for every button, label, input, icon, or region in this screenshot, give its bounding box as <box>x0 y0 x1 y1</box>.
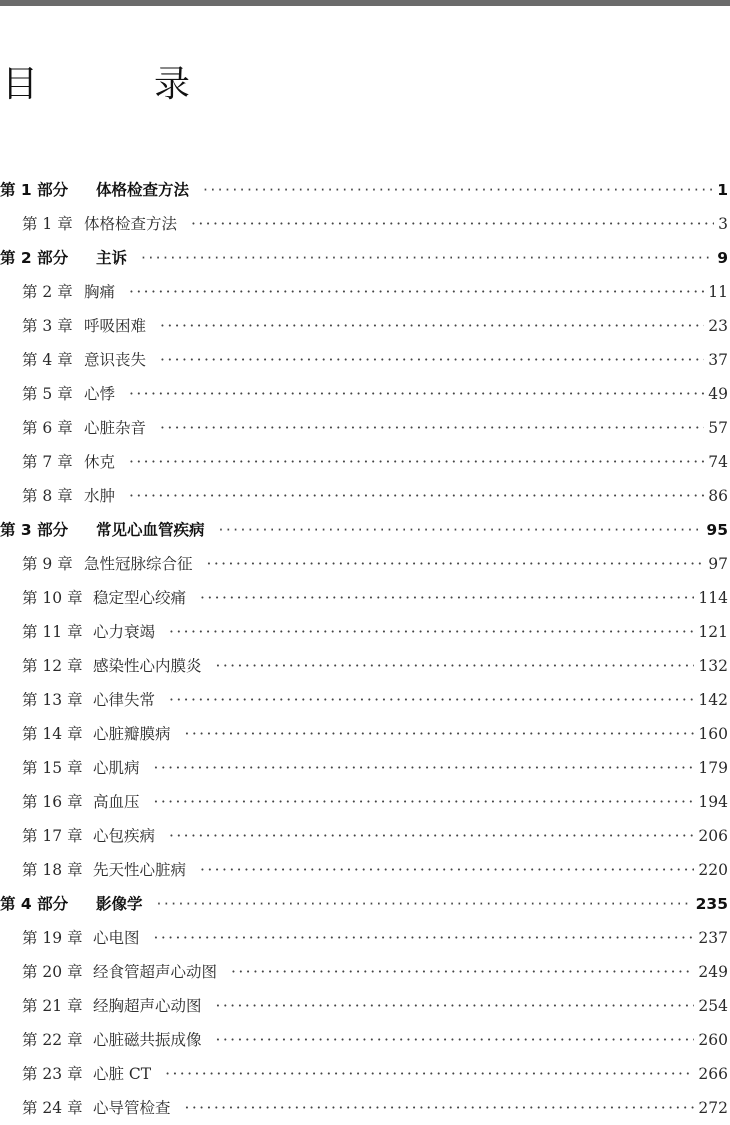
toc-chapter-entry[interactable] <box>0 989 728 1023</box>
dot-leader <box>154 785 695 819</box>
toc-part-entry[interactable] <box>0 173 728 207</box>
toc-chapter-entry[interactable] <box>0 581 728 615</box>
toc-entry-title: 心脏磁共振成像 <box>93 1031 202 1049</box>
dot-leader <box>141 241 713 275</box>
toc-chapter-entry[interactable] <box>0 411 728 445</box>
toc-entry-title: 心脏瓣膜病 <box>93 725 171 743</box>
toc-page-number: 132 <box>698 657 728 675</box>
toc-page-number: 260 <box>698 1031 728 1049</box>
toc-entry-number: 第 2 部分 <box>0 249 69 267</box>
toc-entry-number: 第 23 章 <box>22 1065 83 1083</box>
toc-entry-title: 水肿 <box>84 487 116 505</box>
toc-entry-number: 第 7 章 <box>22 453 73 471</box>
toc-part-entry[interactable] <box>0 241 728 275</box>
toc-page-number: 97 <box>708 555 728 573</box>
toc-page-number: 142 <box>698 691 728 709</box>
toc-entry-number: 第 13 章 <box>22 691 83 709</box>
page-title: 目 录 <box>2 64 231 105</box>
toc-chapter-entry[interactable] <box>0 717 728 751</box>
toc-page-number: 194 <box>698 793 728 811</box>
toc-entry-title: 影像学 <box>96 895 143 913</box>
toc-entry-title: 心包疾病 <box>93 827 156 845</box>
toc-page-number: 49 <box>708 385 728 403</box>
toc-entry-number: 第 19 章 <box>22 929 83 947</box>
dot-leader <box>160 411 704 445</box>
toc-page-number: 237 <box>698 929 728 947</box>
dot-leader <box>129 275 704 309</box>
toc-entry-title: 常见心血管疾病 <box>96 521 205 539</box>
dot-leader <box>207 547 705 581</box>
toc-page-number: 86 <box>708 487 728 505</box>
toc-entry-title: 心肌病 <box>93 759 140 777</box>
toc-chapter-entry[interactable] <box>0 819 728 853</box>
toc-page-number: 179 <box>698 759 728 777</box>
toc-entry-title: 体格检查方法 <box>96 181 190 199</box>
toc-entry-title: 稳定型心绞痛 <box>93 589 187 607</box>
toc-entry-number: 第 11 章 <box>22 623 83 641</box>
toc-page-number: 1 <box>717 181 728 199</box>
dot-leader <box>219 513 703 547</box>
dot-leader <box>160 343 704 377</box>
toc-entry-title: 体格检查方法 <box>84 215 178 233</box>
dot-leader <box>216 649 695 683</box>
toc-entry-number: 第 22 章 <box>22 1031 83 1049</box>
toc-chapter-entry[interactable] <box>0 921 728 955</box>
dot-leader <box>191 207 714 241</box>
dot-leader <box>203 173 713 207</box>
toc-chapter-entry[interactable] <box>0 479 728 513</box>
dot-leader <box>154 751 695 785</box>
toc-entry-title: 急性冠脉综合征 <box>84 555 193 573</box>
dot-leader <box>157 887 692 921</box>
dot-leader <box>169 683 694 717</box>
toc-chapter-entry[interactable] <box>0 1023 728 1057</box>
toc-chapter-entry[interactable] <box>0 1057 728 1091</box>
toc-entry-number: 第 20 章 <box>22 963 83 981</box>
toc-entry-number: 第 4 部分 <box>0 895 69 913</box>
toc-chapter-entry[interactable] <box>0 547 728 581</box>
dot-leader <box>165 1057 694 1091</box>
toc-entry-title: 呼吸困难 <box>84 317 147 335</box>
toc-entry-number: 第 1 部分 <box>0 181 69 199</box>
toc-entry-title: 主诉 <box>96 249 128 267</box>
toc-entry-number: 第 3 章 <box>22 317 73 335</box>
table-of-contents <box>0 173 728 1125</box>
dot-leader <box>216 1023 695 1057</box>
toc-entry-title: 心力衰竭 <box>93 623 156 641</box>
dot-leader <box>129 479 704 513</box>
toc-page-number: 3 <box>718 215 728 233</box>
top-border <box>0 0 730 6</box>
toc-part-entry[interactable] <box>0 513 728 547</box>
toc-page-number: 160 <box>698 725 728 743</box>
toc-page-number: 249 <box>698 963 728 981</box>
toc-chapter-entry[interactable] <box>0 853 728 887</box>
toc-chapter-entry[interactable] <box>0 683 728 717</box>
toc-entry-title: 先天性心脏病 <box>93 861 187 879</box>
toc-page-number: 272 <box>698 1099 728 1117</box>
dot-leader <box>231 955 694 989</box>
toc-entry-title: 经胸超声心动图 <box>93 997 202 1015</box>
dot-leader <box>160 309 704 343</box>
toc-entry-number: 第 2 章 <box>22 283 73 301</box>
toc-entry-title: 胸痛 <box>84 283 116 301</box>
toc-entry-number: 第 5 章 <box>22 385 73 403</box>
toc-page-number: 206 <box>698 827 728 845</box>
dot-leader <box>154 921 695 955</box>
toc-entry-number: 第 6 章 <box>22 419 73 437</box>
toc-page-number: 9 <box>717 249 728 267</box>
dot-leader <box>185 1091 695 1125</box>
toc-entry-title: 心脏 CT <box>93 1065 152 1083</box>
dot-leader <box>200 853 694 887</box>
toc-entry-number: 第 21 章 <box>22 997 83 1015</box>
toc-page-number: 235 <box>695 895 728 913</box>
toc-page-number: 254 <box>698 997 728 1015</box>
toc-entry-title: 心脏杂音 <box>84 419 147 437</box>
toc-entry-number: 第 9 章 <box>22 555 73 573</box>
toc-entry-number: 第 4 章 <box>22 351 73 369</box>
toc-page-number: 37 <box>708 351 728 369</box>
toc-chapter-entry[interactable] <box>0 445 728 479</box>
toc-entry-number: 第 17 章 <box>22 827 83 845</box>
toc-entry-number: 第 18 章 <box>22 861 83 879</box>
toc-entry-title: 心电图 <box>93 929 140 947</box>
toc-page-number: 23 <box>708 317 728 335</box>
toc-entry-number: 第 12 章 <box>22 657 83 675</box>
toc-chapter-entry[interactable] <box>0 955 728 989</box>
toc-page-number: 74 <box>708 453 728 471</box>
toc-entry-title: 感染性心内膜炎 <box>93 657 202 675</box>
dot-leader <box>216 989 695 1023</box>
toc-entry-title: 意识丧失 <box>84 351 147 369</box>
toc-entry-number: 第 16 章 <box>22 793 83 811</box>
toc-chapter-entry[interactable] <box>0 309 728 343</box>
dot-leader <box>169 819 694 853</box>
dot-leader <box>185 717 695 751</box>
toc-entry-title: 心律失常 <box>93 691 156 709</box>
toc-entry-number: 第 1 章 <box>22 215 73 233</box>
toc-page-number: 95 <box>706 521 728 539</box>
toc-entry-title: 心悸 <box>84 385 116 403</box>
toc-chapter-entry[interactable] <box>0 343 728 377</box>
toc-chapter-entry[interactable] <box>0 751 728 785</box>
toc-page-number: 11 <box>708 283 728 301</box>
toc-entry-title: 经食管超声心动图 <box>93 963 218 981</box>
toc-chapter-entry[interactable] <box>0 275 728 309</box>
dot-leader <box>169 615 694 649</box>
toc-chapter-entry[interactable] <box>0 207 728 241</box>
toc-chapter-entry[interactable] <box>0 785 728 819</box>
toc-page-number: 114 <box>698 589 728 607</box>
toc-entry-number: 第 8 章 <box>22 487 73 505</box>
toc-part-entry[interactable] <box>0 887 728 921</box>
dot-leader <box>129 377 704 411</box>
dot-leader <box>129 445 704 479</box>
toc-chapter-entry[interactable] <box>0 377 728 411</box>
toc-entry-title: 心导管检查 <box>93 1099 171 1117</box>
toc-page-number: 220 <box>698 861 728 879</box>
toc-chapter-entry[interactable] <box>0 1091 728 1125</box>
toc-entry-number: 第 14 章 <box>22 725 83 743</box>
toc-page-number: 57 <box>708 419 728 437</box>
toc-page-number: 121 <box>698 623 728 641</box>
toc-entry-title: 休克 <box>84 453 116 471</box>
toc-entry-title: 高血压 <box>93 793 140 811</box>
toc-chapter-entry[interactable] <box>0 615 728 649</box>
toc-entry-number: 第 24 章 <box>22 1099 83 1117</box>
toc-chapter-entry[interactable] <box>0 649 728 683</box>
toc-entry-number: 第 10 章 <box>22 589 83 607</box>
toc-page-number: 266 <box>698 1065 728 1083</box>
toc-entry-number: 第 15 章 <box>22 759 83 777</box>
dot-leader <box>200 581 694 615</box>
toc-entry-number: 第 3 部分 <box>0 521 69 539</box>
